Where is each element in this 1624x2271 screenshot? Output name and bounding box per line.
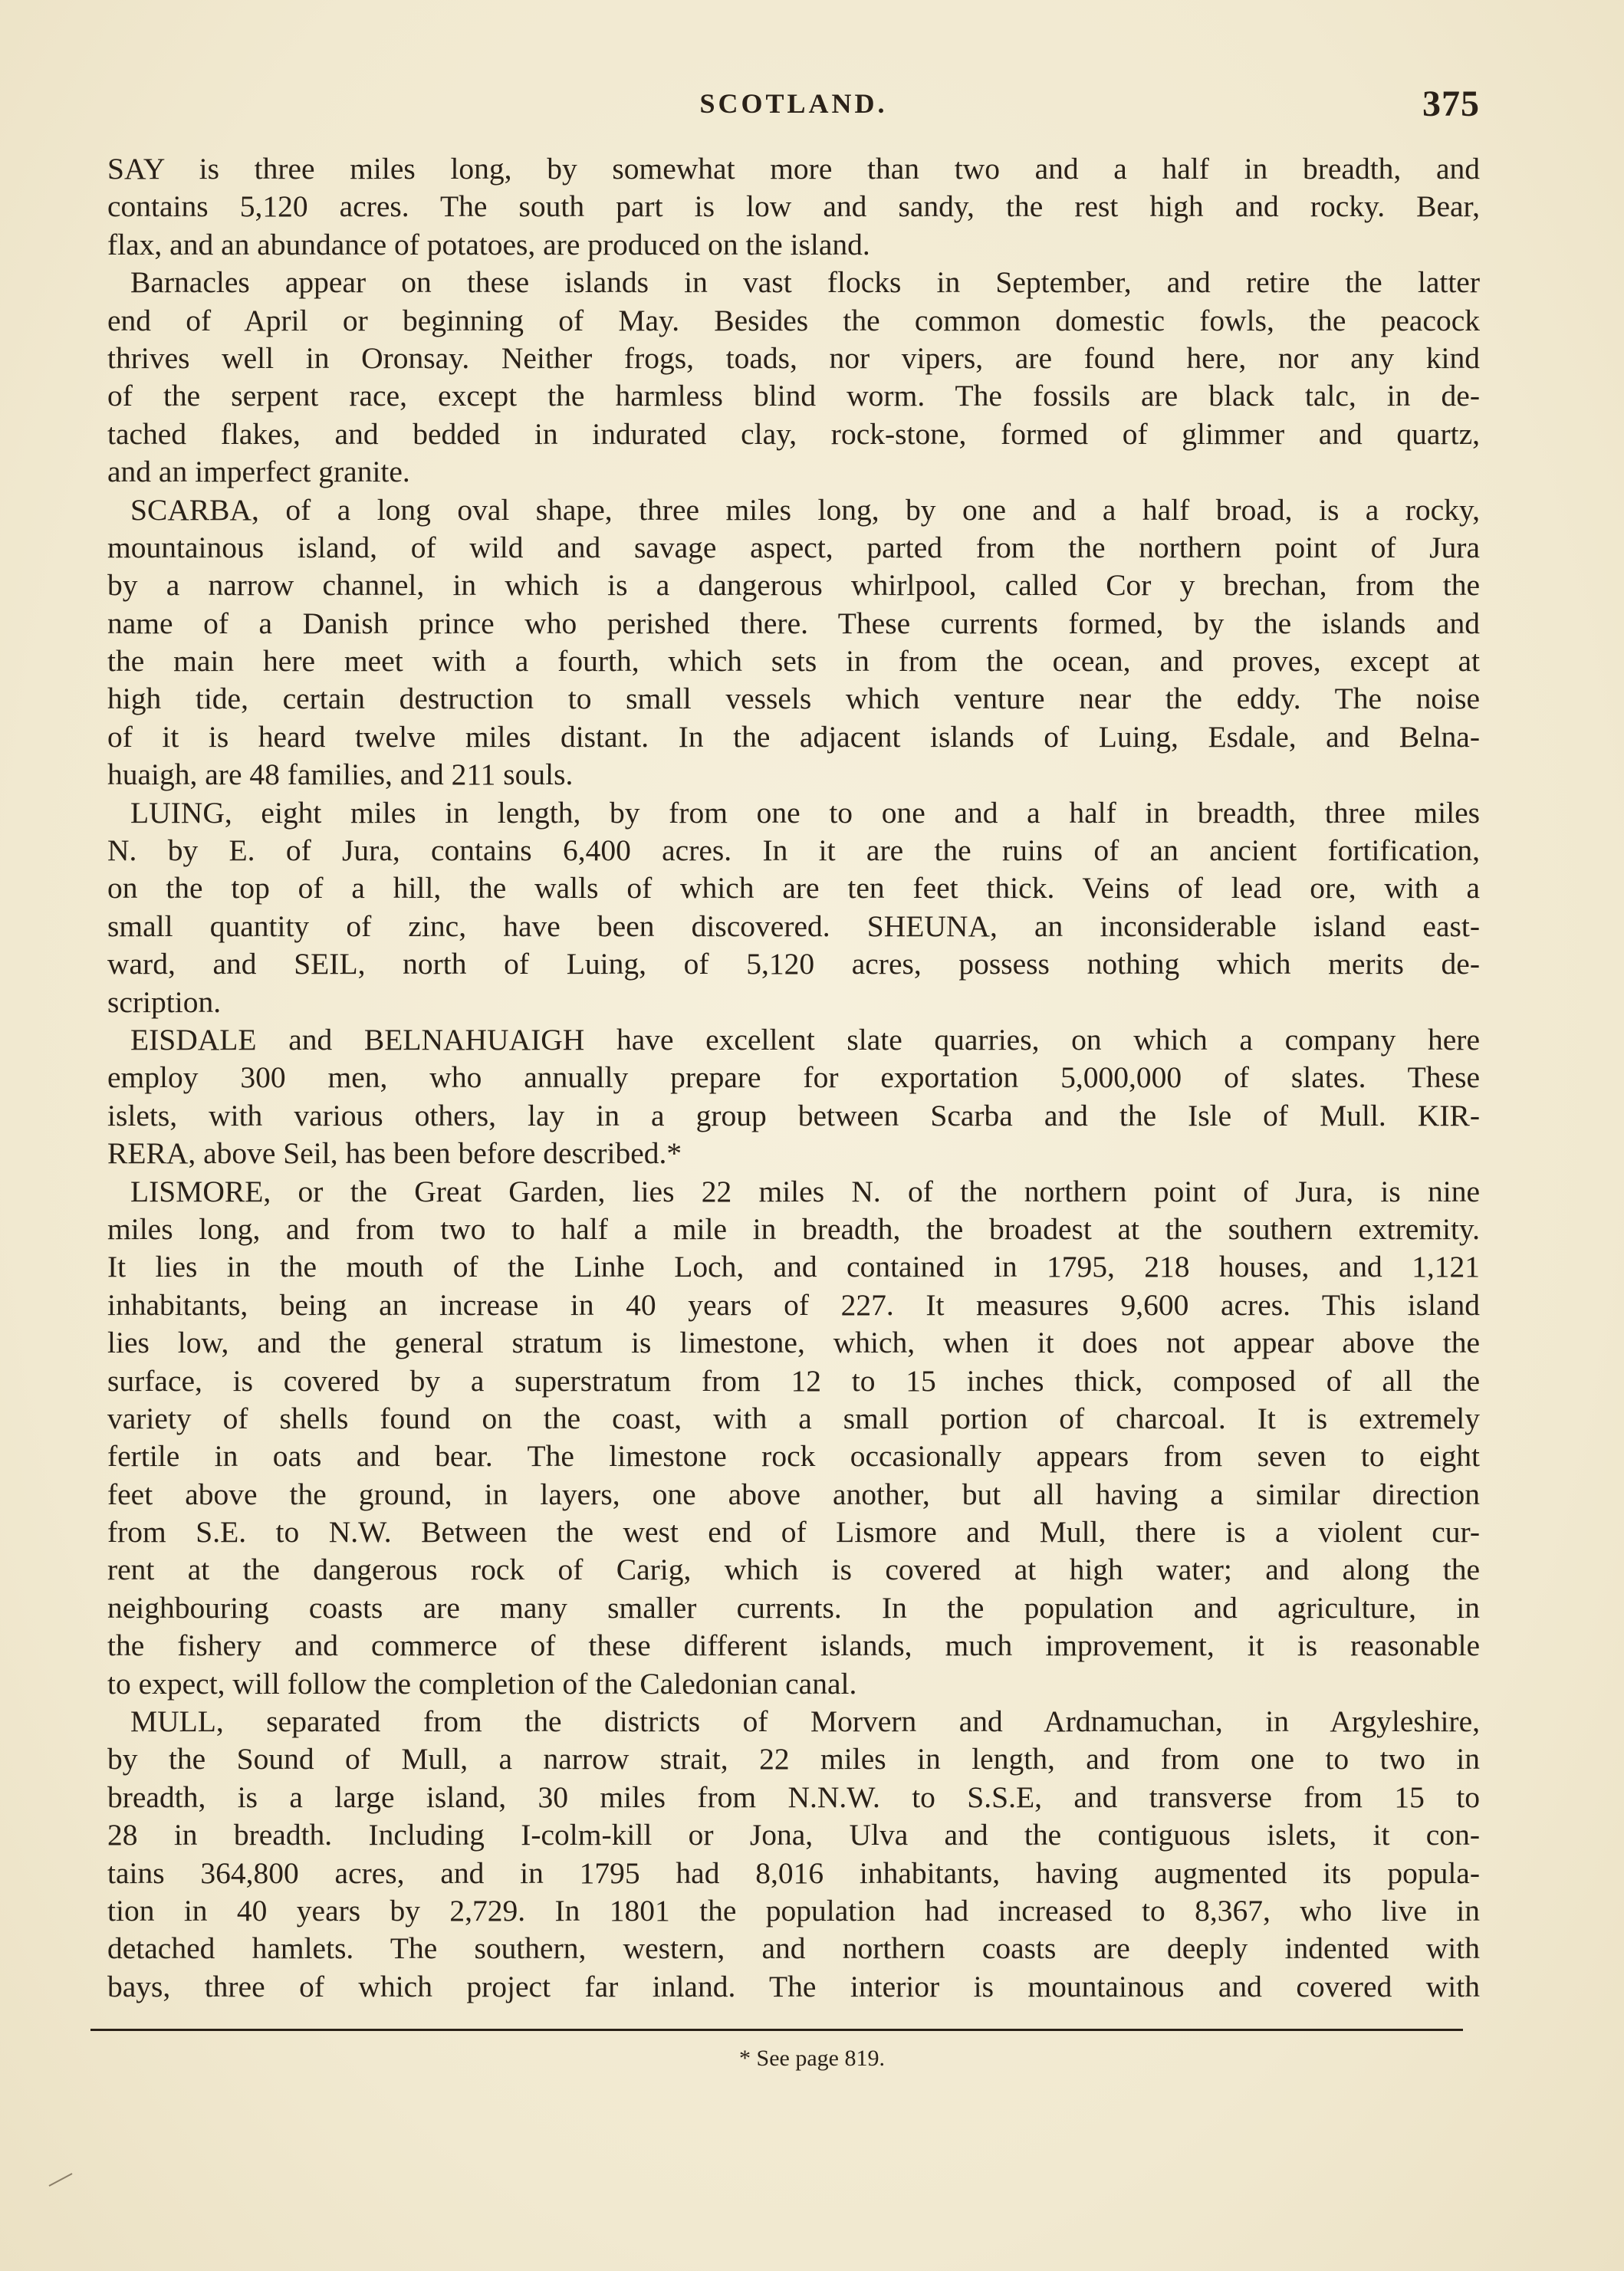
text-line: inhabitants, being an increase in 40 years of 227. It measures 9,600 acres. This island — [107, 1287, 1480, 1322]
text-line: ward, and SEIL, north of Luing, of 5,120 acres, possess nothing which merits de- — [107, 947, 1480, 981]
text-line: on the top of a hill, the walls of which are ten feet thick. Veins of lead ore, with a — [107, 871, 1480, 905]
text-line: islets, with various others, lay in a group between Scarba and the Isle of Mull. KIR- — [107, 1098, 1480, 1132]
text-line: RERA, above Seil, has been before described.* — [107, 1136, 682, 1171]
text-line: and an imperfect granite. — [107, 455, 410, 489]
text-line: 28 in breadth. Including I-colm-kill or Jona, Ulva and the contiguous islets, it con- — [107, 1818, 1480, 1852]
text-line: from S.E. to N.W. Between the west end of Lismore and Mull, there is a violent cur- — [107, 1515, 1480, 1550]
text-line: bays, three of which project far inland. The interior is mountainous and covered with — [107, 1969, 1480, 2003]
text-line: breadth, is a large island, 30 miles from N.N.W. to S.S.E, and transverse from 15 to — [107, 1780, 1480, 1814]
text-line: the fishery and commerce of these different islands, much improvement, it is reasonable — [107, 1628, 1480, 1663]
text-line: thrives well in Oronsay. Neither frogs, toads, nor vipers, are found here, nor any kind — [107, 340, 1480, 375]
text-line: high tide, certain destruction to small vessels which venture near the eddy. The noise — [107, 682, 1480, 716]
stray-pencil-mark — [49, 2173, 73, 2187]
footnote-rule — [90, 2029, 1463, 2031]
text-line: by a narrow channel, in which is a dangerous whirlpool, called Cor y brechan, from the — [107, 568, 1480, 603]
text-line: name of a Danish prince who perished there. These currents formed, by the islands and — [107, 606, 1480, 640]
text-line: contains 5,120 acres. The south part is low and sandy, the rest high and rocky. Bear, — [107, 189, 1480, 224]
text-line: tached flakes, and bedded in indurated clay, rock-stone, formed of glimmer and quartz, — [107, 416, 1480, 451]
footnote: * See page 819. — [739, 2046, 885, 2071]
text-line: flax, and an abundance of potatoes, are produced on the island. — [107, 227, 870, 261]
text-line: LISMORE, or the Great Garden, lies 22 miles N. of the northern point of Jura, is nine — [130, 1174, 1480, 1208]
text-line: feet above the ground, in layers, one above another, but all having a similar direction — [107, 1477, 1480, 1511]
text-line: fertile in oats and bear. The limestone rock occasionally appears from seven to eight — [107, 1439, 1480, 1474]
page-header-title: SCOTLAND. — [699, 88, 888, 119]
text-line: SAY is three miles long, by somewhat more than two and a half in breadth, and — [107, 152, 1480, 186]
text-line: tains 364,800 acres, and in 1795 had 8,016 inhabitants, having augmented its popula- — [107, 1855, 1480, 1890]
text-line: of it is heard twelve miles distant. In the adjacent islands of Luing, Esdale, and Belna- — [107, 719, 1480, 754]
text-line: N. by E. of Jura, contains 6,400 acres. In it are the ruins of an ancient fortification, — [107, 833, 1480, 868]
text-line: end of April or beginning of May. Besides the common domestic fowls, the peacock — [107, 303, 1480, 337]
text-line: detached hamlets. The southern, western, and northern coasts are deeply indented with — [107, 1931, 1480, 1966]
text-line: EISDALE and BELNAHUAIGH have excellent slate quarries, on which a company here — [130, 1022, 1480, 1057]
text-line: the main here meet with a fourth, which sets in from the ocean, and proves, except at — [107, 644, 1480, 679]
text-line: rent at the dangerous rock of Carig, which is covered at high water; and along the — [107, 1553, 1480, 1587]
text-line: Barnacles appear on these islands in vast flocks in September, and retire the latter — [130, 265, 1480, 300]
text-line: miles long, and from two to half a mile in breadth, the broadest at the southern extremity. — [107, 1211, 1480, 1246]
page-number: 375 — [1422, 84, 1480, 124]
text-line: to expect, will follow the completion of the Caledonian canal. — [107, 1666, 857, 1701]
text-line: employ 300 men, who annually prepare for exportation 5,000,000 of slates. These — [107, 1060, 1480, 1095]
running-head — [107, 83, 1480, 129]
text-line: variety of shells found on the coast, with a small portion of charcoal. It is extremely — [107, 1401, 1480, 1435]
text-line: of the serpent race, except the harmless blind worm. The fossils are black talc, in de- — [107, 379, 1480, 413]
body-text — [107, 150, 1480, 2006]
text-line: tion in 40 years by 2,729. In 1801 the population had increased to 8,367, who live in — [107, 1893, 1480, 1928]
text-line: It lies in the mouth of the Linhe Loch, and contained in 1795, 218 houses, and 1,121 — [107, 1250, 1480, 1284]
text-line: neighbouring coasts are many smaller currents. In the population and agriculture, in — [107, 1590, 1480, 1625]
text-line: small quantity of zinc, have been discovered. SHEUNA, an inconsiderable island east- — [107, 909, 1480, 943]
text-line: MULL, separated from the districts of Morvern and Ardnamuchan, in Argyleshire, — [130, 1704, 1480, 1739]
text-line: LUING, eight miles in length, by from one to one and a half in breadth, three miles — [130, 795, 1480, 830]
text-line: mountainous island, of wild and savage aspect, parted from the northern point of Jura — [107, 530, 1480, 564]
text-line: surface, is covered by a superstratum from 12 to 15 inches thick, composed of all the — [107, 1363, 1480, 1398]
text-line: SCARBA, of a long oval shape, three miles long, by one and a half broad, is a rocky, — [130, 492, 1480, 527]
text-line: lies low, and the general stratum is limestone, which, when it does not appear above the — [107, 1326, 1480, 1360]
text-line: scription. — [107, 984, 222, 1019]
text-line: huaigh, are 48 families, and 211 souls. — [107, 758, 574, 792]
text-line: by the Sound of Mull, a narrow strait, 22 miles in length, and from one to two in — [107, 1742, 1480, 1776]
